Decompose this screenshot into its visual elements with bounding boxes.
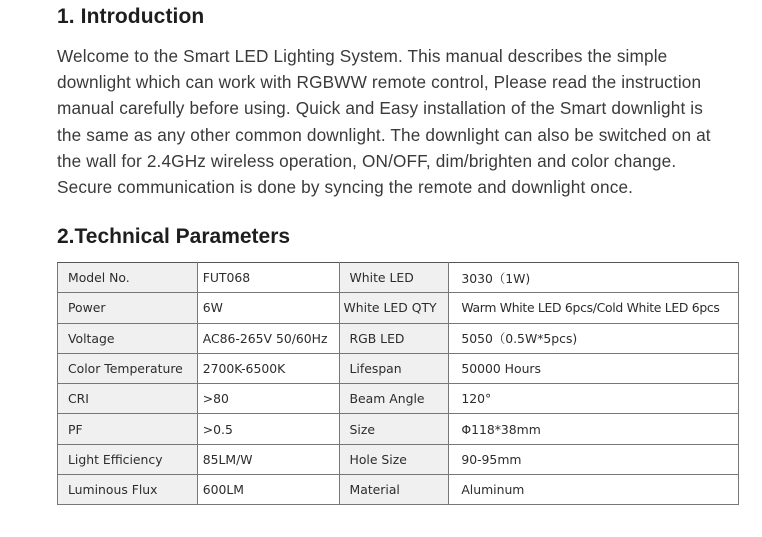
intro-line: Welcome to the Smart LED Lighting System. This manual describes the simple	[57, 46, 668, 66]
param-value: 6W	[197, 293, 339, 323]
param-label: RGB LED	[339, 323, 449, 353]
param-label: Light Efficiency	[58, 444, 198, 474]
param-value: FUT068	[197, 263, 339, 293]
param-value: 90-95mm	[449, 444, 739, 474]
param-label: CRI	[58, 384, 198, 414]
table-row	[58, 293, 739, 323]
param-value: 600LM	[197, 475, 339, 505]
param-label: Color Temperature	[58, 353, 198, 383]
intro-line: manual carefully before using. Quick and Easy installation of the Smart downlight is	[57, 98, 704, 119]
param-value: Warm White LED 6pcs/Cold White LED 6pcs	[449, 293, 739, 323]
table-row	[58, 444, 739, 474]
param-label: Beam Angle	[339, 384, 449, 414]
param-label: Power	[58, 293, 198, 323]
param-value: Aluminum	[449, 475, 739, 505]
intro-line: Secure communication is done by syncing the remote and downlight once.	[57, 177, 634, 198]
intro-line: downlight which can work with RGBWW remote control, Please read the instruction	[57, 72, 702, 93]
param-value: 85LM/W	[197, 444, 339, 474]
param-value: >0.5	[197, 414, 339, 444]
param-value: 50000 Hours	[449, 353, 739, 383]
param-label: Luminous Flux	[58, 475, 198, 505]
param-label: Model No.	[58, 263, 198, 293]
param-label: White LED	[339, 263, 449, 293]
param-value: AC86-265V 50/60Hz	[197, 323, 339, 353]
param-label: Voltage	[58, 323, 198, 353]
introduction-paragraph	[57, 43, 737, 200]
table-row	[58, 414, 739, 444]
param-label: White LED QTY	[339, 293, 449, 323]
introduction-heading: 1. Introduction	[57, 5, 205, 28]
param-value: Φ118*38mm	[449, 414, 739, 444]
intro-line: the same as any other common downlight. The downlight can also be switched on at	[57, 124, 711, 145]
table-row	[58, 384, 739, 414]
param-label: Lifespan	[339, 353, 449, 383]
table-row	[58, 353, 739, 383]
intro-line: the wall for 2.4GHz wireless operation, ON/OFF, dim/brighten and color change.	[57, 150, 677, 171]
param-value: >80	[197, 384, 339, 414]
technical-parameters-heading: 2.Technical Parameters	[57, 225, 291, 248]
table-row	[58, 263, 739, 293]
param-value: 5050（0.5W*5pcs)	[449, 323, 739, 353]
param-label: PF	[58, 414, 198, 444]
technical-parameters-table	[57, 262, 739, 505]
table-row	[58, 475, 739, 505]
param-value: 3030（1W)	[449, 263, 739, 293]
param-value: 120°	[449, 384, 739, 414]
param-label: Size	[339, 414, 449, 444]
param-label: Material	[339, 475, 449, 505]
param-label: Hole Size	[339, 444, 449, 474]
param-value: 2700K-6500K	[197, 353, 339, 383]
table-row	[58, 323, 739, 353]
